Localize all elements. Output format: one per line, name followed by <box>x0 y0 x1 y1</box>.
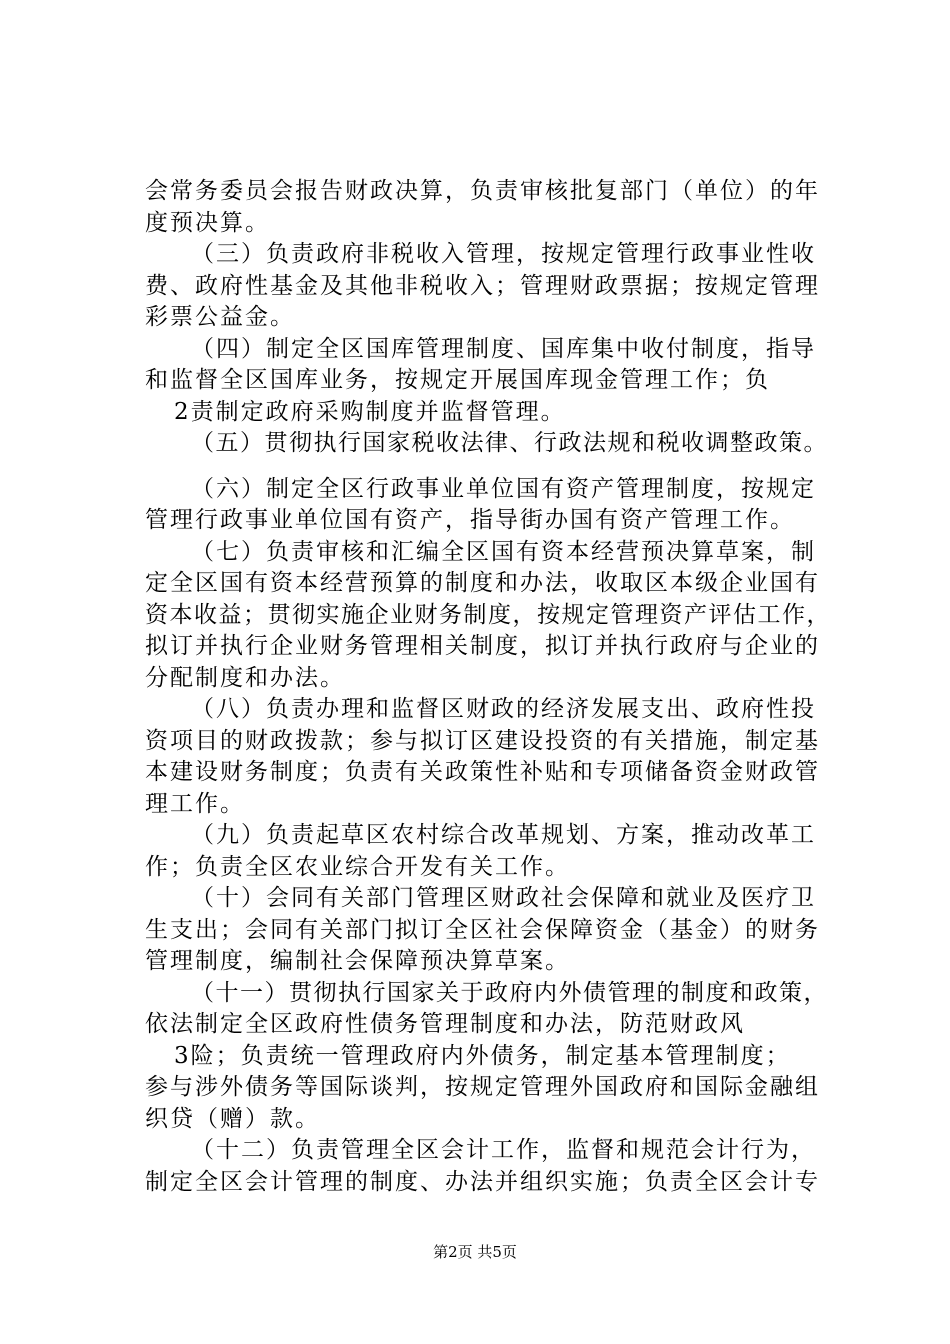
text-line: 资项目的财政拨款；参与拟订区建设投资的有关措施，制定基 <box>145 727 820 754</box>
text-line: 管理行政事业单位国有资产，指导街办国有资产管理工作。 <box>145 507 795 533</box>
text-line: 费、政府性基金及其他非税收入；管理财政票据；按规定管理 <box>145 272 820 299</box>
text-line: 定全区国有资本经营预算的制度和办法，收取区本级企业国有 <box>145 570 820 596</box>
body-text <box>145 176 835 1198</box>
text-line: 依法制定全区政府性债务管理制度和办法，防范财政风 <box>145 1011 745 1037</box>
page-number-label: 第2页 共5页 <box>433 1243 517 1261</box>
text-line: （五）贯彻执行国家税收法律、行政法规和税收调整政策。 <box>191 430 828 456</box>
text-line: （十二）负责管理全区会计工作，监督和规范会计行为， <box>191 1137 816 1163</box>
text-line: 度预决算。 <box>145 209 270 236</box>
text-line: （九）负责起草区农村综合改革规划、方案，推动改革工 <box>191 822 816 848</box>
text-line: 会常务委员会报告财政决算，负责审核批复部门（单位）的年 <box>145 178 820 204</box>
text-line: 3险；负责统一管理政府内外债务，制定基本管理制度； <box>174 1042 791 1069</box>
text-line: （十一）贯彻执行国家关于政府内外债管理的制度和政策， <box>191 979 828 1006</box>
text-line: 2责制定政府采购制度并监督管理。 <box>174 398 566 425</box>
text-line: 和监督全区国库业务，按规定开展国库现金管理工作；负 <box>145 367 770 393</box>
text-line: 生支出；会同有关部门拟订全区社会保障资金（基金）的财务 <box>145 916 820 943</box>
text-line: （四）制定全区国库管理制度、国库集中收付制度，指导 <box>191 335 816 362</box>
text-line: 织贷（赠）款。 <box>145 1105 320 1132</box>
text-line: 拟订并执行企业财务管理相关制度，拟订并执行政府与企业的 <box>145 633 820 659</box>
text-line: 理工作。 <box>145 790 245 817</box>
text-line: 参与涉外债务等国际谈判，按规定管理外国政府和国际金融组 <box>145 1074 820 1100</box>
text-line: （八）负责办理和监督区财政的经济发展支出、政府性投 <box>191 696 816 722</box>
text-line: 分配制度和办法。 <box>145 664 345 691</box>
text-line: 彩票公益金。 <box>145 304 295 330</box>
paragraph-gap <box>145 460 835 474</box>
page-footer <box>0 1242 950 1262</box>
text-line: 本建设财务制度；负责有关政策性补贴和专项储备资金财政管 <box>145 759 820 785</box>
text-line: 资本收益；贯彻实施企业财务制度，按规定管理资产评估工作， <box>145 601 831 628</box>
text-line: 作；负责全区农业综合开发有关工作。 <box>145 853 570 880</box>
text-line: 管理制度，编制社会保障预决算草案。 <box>145 948 570 974</box>
text-line: （三）负责政府非税收入管理，按规定管理行政事业性收 <box>191 241 816 267</box>
text-line: 制定全区会计管理的制度、办法并组织实施；负责全区会计专 <box>145 1168 820 1195</box>
text-line: （六）制定全区行政事业单位国有资产管理制度，按规定 <box>191 475 816 502</box>
text-line: （七）负责审核和汇编全区国有资本经营预决算草案，制 <box>191 538 816 565</box>
text-line: （十）会同有关部门管理区财政社会保障和就业及医疗卫 <box>191 885 816 911</box>
